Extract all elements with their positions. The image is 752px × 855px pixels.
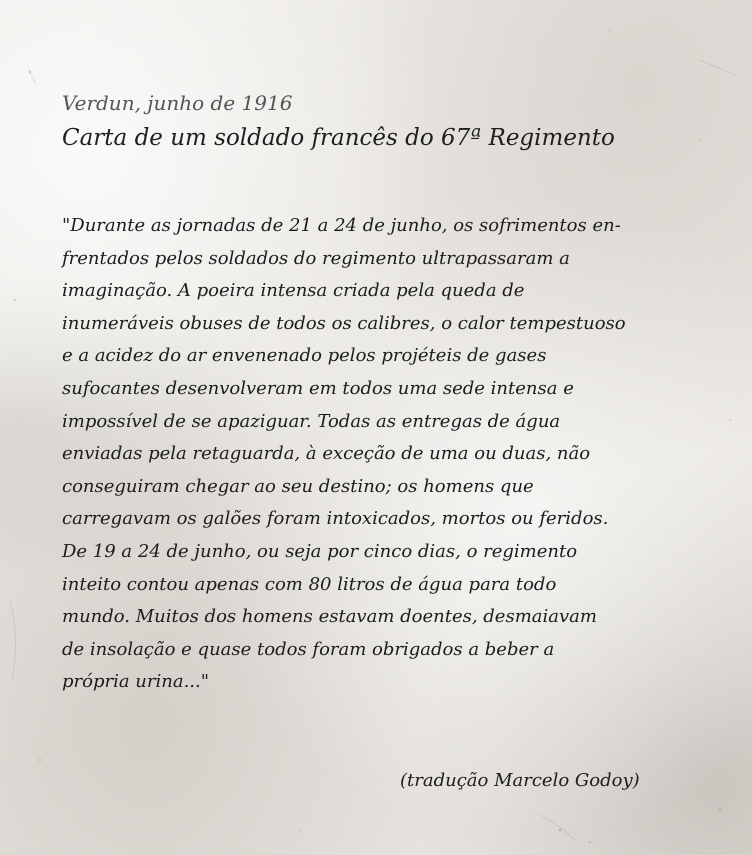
body-line: frentados pelos soldados do regimento ultrapassaram a — [62, 247, 570, 269]
translation-credit: (tradução Marcelo Godoy) — [400, 770, 640, 791]
body-line: própria urina..." — [62, 671, 210, 693]
body-line: mundo. Muitos dos homens estavam doentes, desmaiavam — [62, 606, 597, 628]
body-line: e a acidez do ar envenenado pelos projéteis de gases — [62, 345, 547, 367]
body-line: enviadas pela retaguarda, à exceção de uma ou duas, não — [62, 443, 591, 465]
letter-header — [62, 86, 702, 156]
body-line: imaginação. A poeira intensa criada pela queda de — [62, 280, 525, 302]
body-line: de insolação e quase todos foram obrigados a beber a — [62, 638, 555, 660]
body-line: impossível de se apaziguar. Todas as entregas de água — [62, 410, 561, 432]
letter-title: Carta de um soldado francês do 67ª Regimento — [62, 125, 615, 151]
body-line: De 19 a 24 de junho, ou seja por cinco dias, o regimento — [62, 540, 578, 562]
date-line: Verdun, junho de 1916 — [62, 91, 293, 115]
body-line: inumeráveis obuses de todos os calibres, o calor tempestuoso — [62, 312, 626, 334]
body-line: conseguiram chegar ao seu destino; os homens que — [62, 475, 534, 497]
body-line: "Durante as jornadas de 21 a 24 de junho, os sofrimentos en- — [62, 215, 621, 236]
body-line: inteito contou apenas com 80 litros de água para todo — [62, 573, 557, 595]
body-line: carregavam os galões foram intoxicados, mortos ou feridos. — [62, 508, 609, 530]
letter-body — [62, 210, 698, 699]
body-line: sufocantes desenvolveram em todos uma sede intensa e — [62, 377, 574, 399]
